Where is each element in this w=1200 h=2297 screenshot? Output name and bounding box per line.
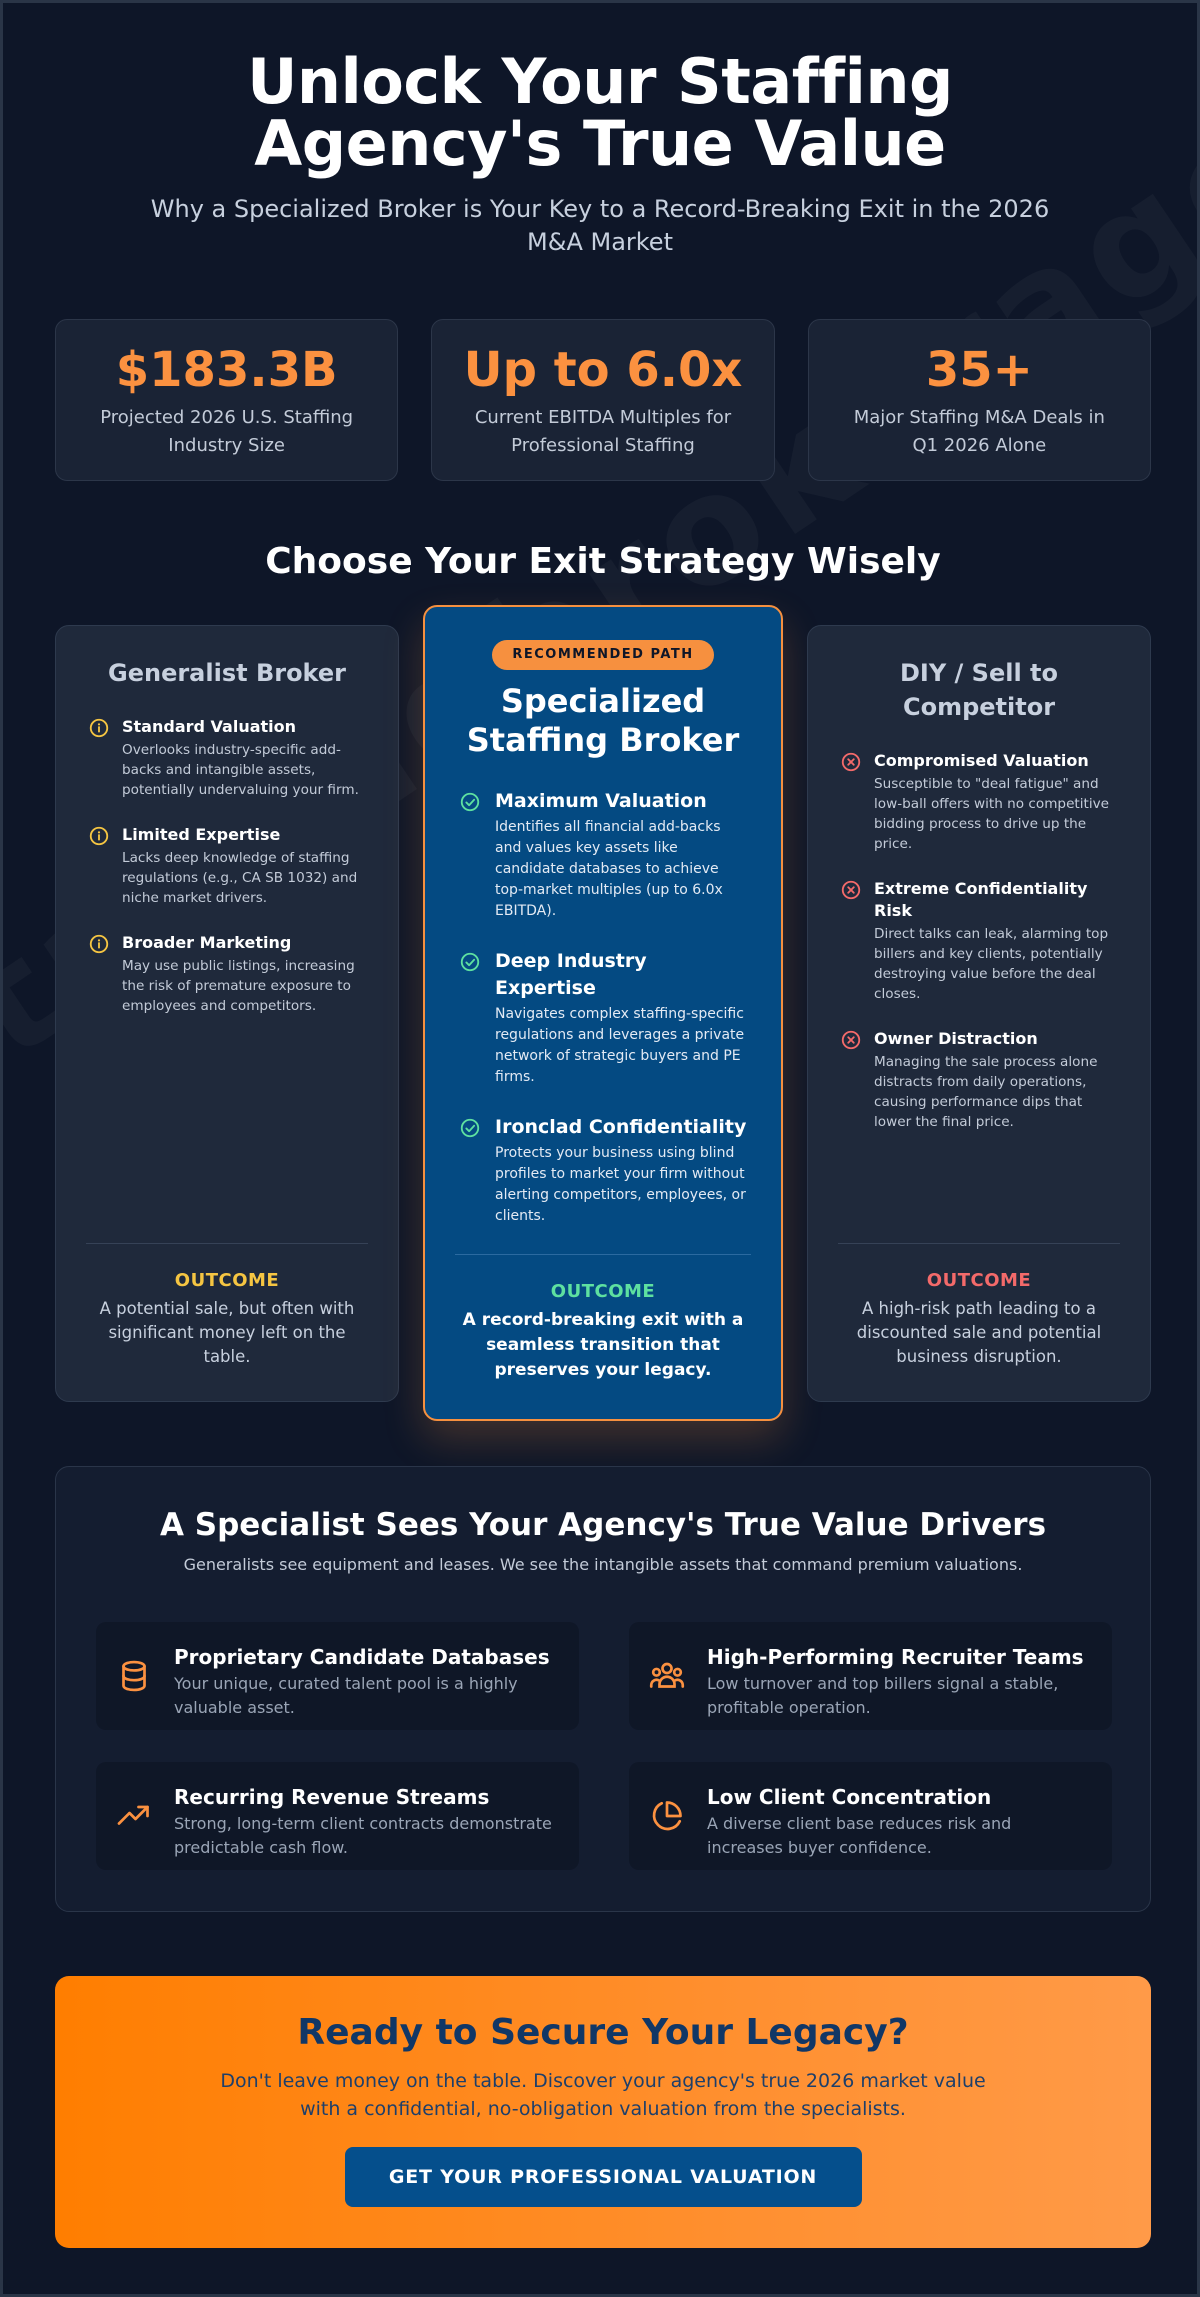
stats-row <box>55 319 1151 481</box>
item-title: Maximum Valuation <box>495 790 707 812</box>
item-desc: Protects your business using blind profiles to market your firm without alerting competitors, employees, or clients. <box>495 1145 746 1224</box>
stat-card-ebitda-multiples <box>431 319 774 481</box>
outcome-label: OUTCOME <box>550 1281 656 1302</box>
x-circle-icon <box>840 1029 862 1051</box>
item-desc: Overlooks industry-specific add-backs and intangible assets, potentially undervaluing your firm. <box>122 742 359 798</box>
generalist-broker-card <box>55 625 399 1402</box>
tile-desc: Strong, long-term client contracts demonstrate predictable cash flow. <box>174 1814 552 1857</box>
item-title: Limited Expertise <box>122 825 281 844</box>
tile-title: Low Client Concentration <box>707 1785 992 1809</box>
item-title: Standard Valuation <box>122 717 297 736</box>
stat-card-industry-size <box>55 319 398 481</box>
outcome-text: A high-risk path leading to a discounted sale and potential business disruption. <box>856 1299 1102 1366</box>
drivers-subtitle: Generalists see equipment and leases. We see the intangible assets that command premium valuations. <box>183 1555 1023 1574</box>
info-icon <box>88 717 110 739</box>
page-subtitle: Why a Specialized Broker is Your Key to a Record-Breaking Exit in the 2026 M&A Market <box>150 195 1050 256</box>
item-desc: May use public listings, increasing the risk of premature exposure to employees and competitors. <box>122 958 355 1014</box>
page-title: Unlock Your Staffing Agency's True Value <box>247 45 953 180</box>
stat-card-deals <box>808 319 1151 481</box>
trending-up-icon <box>116 1798 152 1834</box>
check-circle-icon <box>459 791 481 813</box>
specialized-broker-card <box>423 605 783 1421</box>
value-drivers-section <box>55 1466 1151 1912</box>
card-items <box>425 788 781 1227</box>
x-circle-icon <box>840 751 862 773</box>
card-items <box>808 750 1150 1132</box>
item-title: Deep Industry Expertise <box>495 950 647 999</box>
tile-title: Proprietary Candidate Databases <box>174 1645 550 1669</box>
list-item <box>459 1114 751 1227</box>
get-valuation-button[interactable]: GET YOUR PROFESSIONAL VALUATION <box>345 2147 862 2207</box>
stat-value: Up to 6.0x <box>463 342 743 398</box>
card-title: Generalist Broker <box>108 659 346 687</box>
tile-desc: A diverse client base reduces risk and increases buyer confidence. <box>707 1814 1012 1857</box>
strategy-section-title: Choose Your Exit Strategy Wisely <box>265 541 941 582</box>
item-title: Broader Marketing <box>122 933 292 952</box>
card-outcome <box>838 1243 1120 1369</box>
item-title: Owner Distraction <box>874 1029 1038 1048</box>
cta-section <box>55 1976 1151 2248</box>
card-items <box>56 716 398 1016</box>
stat-value: 35+ <box>925 342 1033 398</box>
recommended-badge: RECOMMENDED PATH <box>492 640 714 670</box>
list-item <box>840 1028 1120 1132</box>
item-desc: Direct talks can leak, alarming top billers and key clients, potentially destroying value before the deal closes. <box>874 926 1109 1002</box>
diy-card <box>807 625 1151 1402</box>
stat-label: Current EBITDA Multiples for Professional Staffing <box>474 407 732 456</box>
tile-desc: Your unique, curated talent pool is a highly valuable asset. <box>174 1674 518 1717</box>
team-icon <box>649 1658 685 1694</box>
tile-title: High-Performing Recruiter Teams <box>707 1645 1084 1669</box>
pie-chart-icon <box>649 1798 685 1834</box>
driver-tile-recruiter-teams <box>629 1622 1112 1730</box>
list-item <box>88 824 368 908</box>
item-desc: Lacks deep knowledge of staffing regulations (e.g., CA SB 1032) and niche market drivers. <box>122 850 358 906</box>
stat-label: Projected 2026 U.S. Staffing Industry Size <box>100 407 354 456</box>
outcome-label: OUTCOME <box>174 1270 280 1291</box>
list-item <box>88 716 368 800</box>
card-outcome <box>455 1254 751 1383</box>
driver-tile-recurring-revenue <box>96 1762 579 1870</box>
outcome-text: A potential sale, but often with significant money left on the table. <box>99 1299 355 1366</box>
cta-text: Don't leave money on the table. Discover your agency's true 2026 market value with a confidential, no-obligation valuation from the specialists. <box>220 2070 986 2120</box>
list-item <box>88 932 368 1016</box>
info-icon <box>88 825 110 847</box>
list-item <box>459 948 751 1088</box>
drivers-grid <box>96 1622 1112 1870</box>
item-desc: Susceptible to "deal fatigue" and low-ball offers with no competitive bidding process to drive up the price. <box>874 776 1110 852</box>
check-circle-icon <box>459 1117 481 1139</box>
cta-title: Ready to Secure Your Legacy? <box>297 2012 909 2053</box>
list-item <box>459 788 751 922</box>
card-title: Specialized Staffing Broker <box>466 682 740 759</box>
driver-tile-databases <box>96 1622 579 1730</box>
list-item <box>840 750 1120 854</box>
outcome-label: OUTCOME <box>926 1270 1032 1291</box>
card-outcome <box>86 1243 368 1369</box>
item-title: Ironclad Confidentiality <box>495 1116 747 1138</box>
drivers-title: A Specialist Sees Your Agency's True Value Drivers <box>159 1507 1047 1543</box>
item-desc: Managing the sale process alone distracts from daily operations, causing performance dips that lower the final price. <box>874 1054 1098 1130</box>
tile-title: Recurring Revenue Streams <box>174 1785 490 1809</box>
list-item <box>840 878 1120 1004</box>
card-title: DIY / Sell to Competitor <box>899 659 1059 721</box>
check-circle-icon <box>459 951 481 973</box>
x-circle-icon <box>840 879 862 901</box>
hero-header <box>3 3 1197 259</box>
item-title: Extreme Confidentiality Risk <box>874 879 1088 920</box>
stat-label: Major Staffing M&A Deals in Q1 2026 Alone <box>853 407 1105 456</box>
driver-tile-client-concentration <box>629 1762 1112 1870</box>
tile-desc: Low turnover and top billers signal a stable, profitable operation. <box>707 1674 1059 1717</box>
outcome-text: A record-breaking exit with a seamless transition that preserves your legacy. <box>462 1310 744 1380</box>
info-icon <box>88 933 110 955</box>
database-icon <box>116 1658 152 1694</box>
item-title: Compromised Valuation <box>874 751 1089 770</box>
stat-value: $183.3B <box>115 342 338 398</box>
item-desc: Navigates complex staffing-specific regulations and leverages a private network of strategic buyers and PE firms. <box>495 1006 745 1085</box>
item-desc: Identifies all financial add-backs and values key assets like candidate databases to achieve top-market multiples (up to 6.0x EBITDA). <box>495 819 723 919</box>
